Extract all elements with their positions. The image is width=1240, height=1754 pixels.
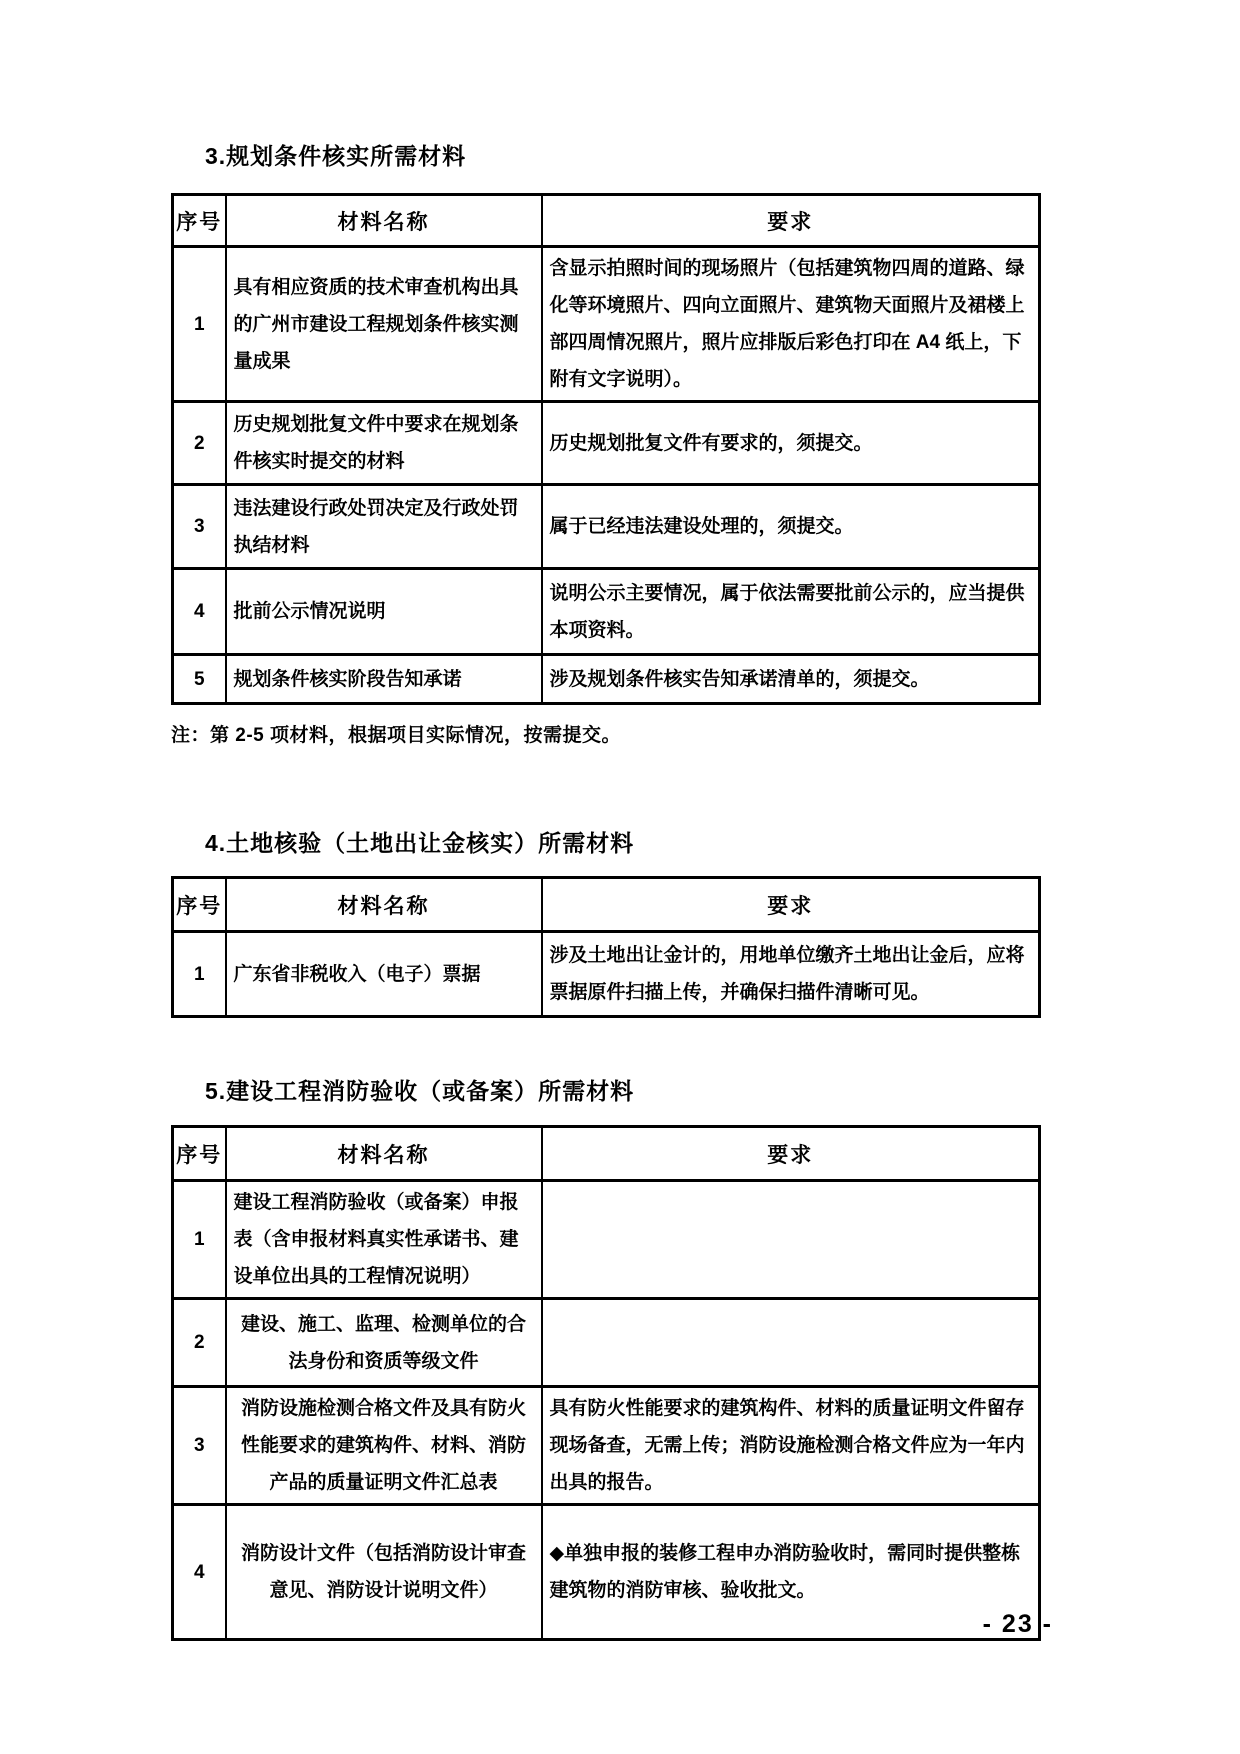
table-row [173, 1387, 1040, 1505]
col-header-material: 材料名称 [226, 1127, 542, 1181]
row-material: 规划条件核实阶段告知承诺 [226, 655, 542, 704]
row-no: 1 [173, 247, 226, 402]
row-no: 1 [173, 932, 226, 1017]
table-header-row [173, 195, 1040, 247]
row-no: 5 [173, 655, 226, 704]
table-row [173, 402, 1040, 485]
col-header-no: 序号 [173, 878, 226, 932]
col-header-material: 材料名称 [226, 195, 542, 247]
table-note: 注：第 2-5 项材料，根据项目实际情况，按需提交。 [171, 725, 622, 746]
row-material: 具有相应资质的技术审查机构出具的广州市建设工程规划条件核实测量成果 [226, 247, 542, 402]
table-row [173, 655, 1040, 704]
col-header-requirement: 要求 [542, 195, 1040, 247]
row-material: 批前公示情况说明 [226, 569, 542, 655]
row-requirement: 历史规划批复文件有要求的，须提交。 [542, 402, 1040, 485]
col-header-requirement: 要求 [542, 1127, 1040, 1181]
table-row [173, 1181, 1040, 1299]
row-requirement: 属于已经违法建设处理的，须提交。 [542, 485, 1040, 569]
row-requirement [542, 1181, 1040, 1299]
row-material: 消防设计文件（包括消防设计审查意见、消防设计说明文件） [226, 1505, 542, 1640]
row-no: 2 [173, 1299, 226, 1387]
section-3-table [171, 193, 1041, 705]
row-no: 3 [173, 1387, 226, 1505]
table-header-row [173, 878, 1040, 932]
row-requirement: 具有防火性能要求的建筑构件、材料的质量证明文件留存现场备查，无需上传；消防设施检测合格文件应为一年内出具的报告。 [542, 1387, 1040, 1505]
row-requirement: 含显示拍照时间的现场照片（包括建筑物四周的道路、绿化等环境照片、四向立面照片、建筑物天面照片及裙楼上部四周情况照片，照片应排版后彩色打印在 A4 纸上，下附有文字说明）。 [542, 247, 1040, 402]
row-no: 1 [173, 1181, 226, 1299]
row-no: 4 [173, 1505, 226, 1640]
row-material: 消防设施检测合格文件及具有防火性能要求的建筑构件、材料、消防产品的质量证明文件汇总表 [226, 1387, 542, 1505]
page-number: - 23 - [982, 1610, 1053, 1638]
table-header-row [173, 1127, 1040, 1181]
table-row [173, 932, 1040, 1017]
row-requirement: 涉及规划条件核实告知承诺清单的，须提交。 [542, 655, 1040, 704]
section-4-table [171, 876, 1041, 1018]
document-content [171, 138, 1038, 1641]
col-header-no: 序号 [173, 195, 226, 247]
row-material: 历史规划批复文件中要求在规划条件核实时提交的材料 [226, 402, 542, 485]
row-material: 广东省非税收入（电子）票据 [226, 932, 542, 1017]
col-header-material: 材料名称 [226, 878, 542, 932]
section-3-title: 3.规划条件核实所需材料 [205, 143, 467, 169]
table-row [173, 1299, 1040, 1387]
row-requirement: 说明公示主要情况，属于依法需要批前公示的，应当提供本项资料。 [542, 569, 1040, 655]
section-5-table [171, 1125, 1041, 1641]
table-row [173, 247, 1040, 402]
row-requirement: 涉及土地出让金计的，用地单位缴齐土地出让金后，应将票据原件扫描上传，并确保扫描件清晰可见。 [542, 932, 1040, 1017]
section-4-title: 4.土地核验（土地出让金核实）所需材料 [205, 830, 635, 856]
table-row [173, 569, 1040, 655]
row-no: 4 [173, 569, 226, 655]
row-no: 3 [173, 485, 226, 569]
row-material: 建设、施工、监理、检测单位的合法身份和资质等级文件 [226, 1299, 542, 1387]
row-requirement: ◆单独申报的装修工程申办消防验收时，需同时提供整栋建筑物的消防审核、验收批文。 [542, 1505, 1040, 1640]
table-row [173, 1505, 1040, 1640]
col-header-no: 序号 [173, 1127, 226, 1181]
row-material: 违法建设行政处罚决定及行政处罚执结材料 [226, 485, 542, 569]
section-land-verification [171, 825, 1038, 1018]
row-material: 建设工程消防验收（或备案）申报表（含申报材料真实性承诺书、建设单位出具的工程情况说明） [226, 1181, 542, 1299]
section-planning-verification [171, 138, 1038, 747]
col-header-requirement: 要求 [542, 878, 1040, 932]
section-fire-acceptance [171, 1073, 1038, 1641]
row-requirement [542, 1299, 1040, 1387]
row-no: 2 [173, 402, 226, 485]
section-5-title: 5.建设工程消防验收（或备案）所需材料 [205, 1078, 635, 1104]
table-row [173, 485, 1040, 569]
